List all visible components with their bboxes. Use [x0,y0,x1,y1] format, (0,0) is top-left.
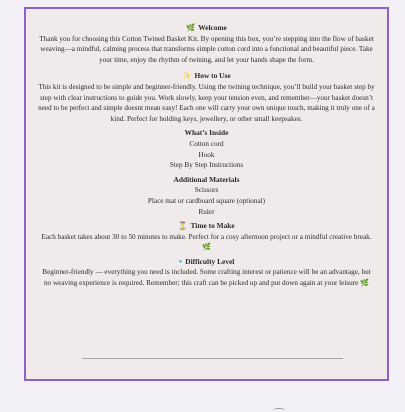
time-to-make-text: Each basket takes about 30 to 50 minutes to make. Perfect for a cosy afternoon project or a mindful creative break. 🌿 [41,232,372,252]
how-to-use-text: This kit is designed to be simple and beginner-friendly. Using the twining technique, you’ll build your basket step by step with clear instructions to guide you. Work slowly, keep your tension even, and remember—your basket doesn’t need to be perfect and simple doesnt mean easy! Each one will carry your own unique touch, making it truly one of a kind. Perfect for holding keys, jewellery, or other small keepsakes. [38,82,375,123]
list-item: Step By Step Instructions [169,161,244,170]
time-to-make-heading [26,221,387,232]
how-to-use-title: How to Use [194,71,231,81]
sparkles-icon: ✨ [182,71,192,81]
hourglass-icon: ⏳ [178,221,188,231]
instructions-card [24,7,389,381]
leaf-icon: 🌿 [186,23,196,32]
list-item: Cotton cord [189,139,224,148]
leaf-icon: 🌿 [360,279,370,288]
additional-materials-heading: Additional Materials [173,174,240,184]
leaf-icon: 🌿 [202,243,211,252]
how-to-use-heading [26,71,387,82]
dot-icon: ● [178,258,183,265]
divider [82,358,343,359]
difficulty-title: Difficulty Level [185,256,235,266]
card-content [26,23,387,289]
difficulty-heading [26,257,387,268]
welcome-heading [26,23,387,34]
list-item: Hook [198,150,215,159]
welcome-title: Welcome [198,23,227,32]
scroll-indicator [273,408,285,412]
whats-inside-heading: What’s Inside [184,128,229,138]
list-item: Ruler [198,207,215,216]
welcome-text: Thank you for choosing this Cotton Twined Basket Kit. By opening this box, you’re stepping into the flow of basket weaving—a mindful, calming process that transforms simple cotton cord into a functional and beautiful piece. Take your time, enjoy the rhythm of twining, and let your hands shape the form. [39,34,374,64]
difficulty-text: Beginner-friendly — everything you need is included. Some crafting interest or patience will be an advantage, but no weaving experience is required. Remember; this craft can be picked up and put down again at your leisure 🌿 [42,268,371,288]
list-item: Place mat or cardboard square (optional) [147,196,266,205]
time-to-make-title: Time to Make [190,221,235,231]
list-item: Scissors [194,186,219,195]
